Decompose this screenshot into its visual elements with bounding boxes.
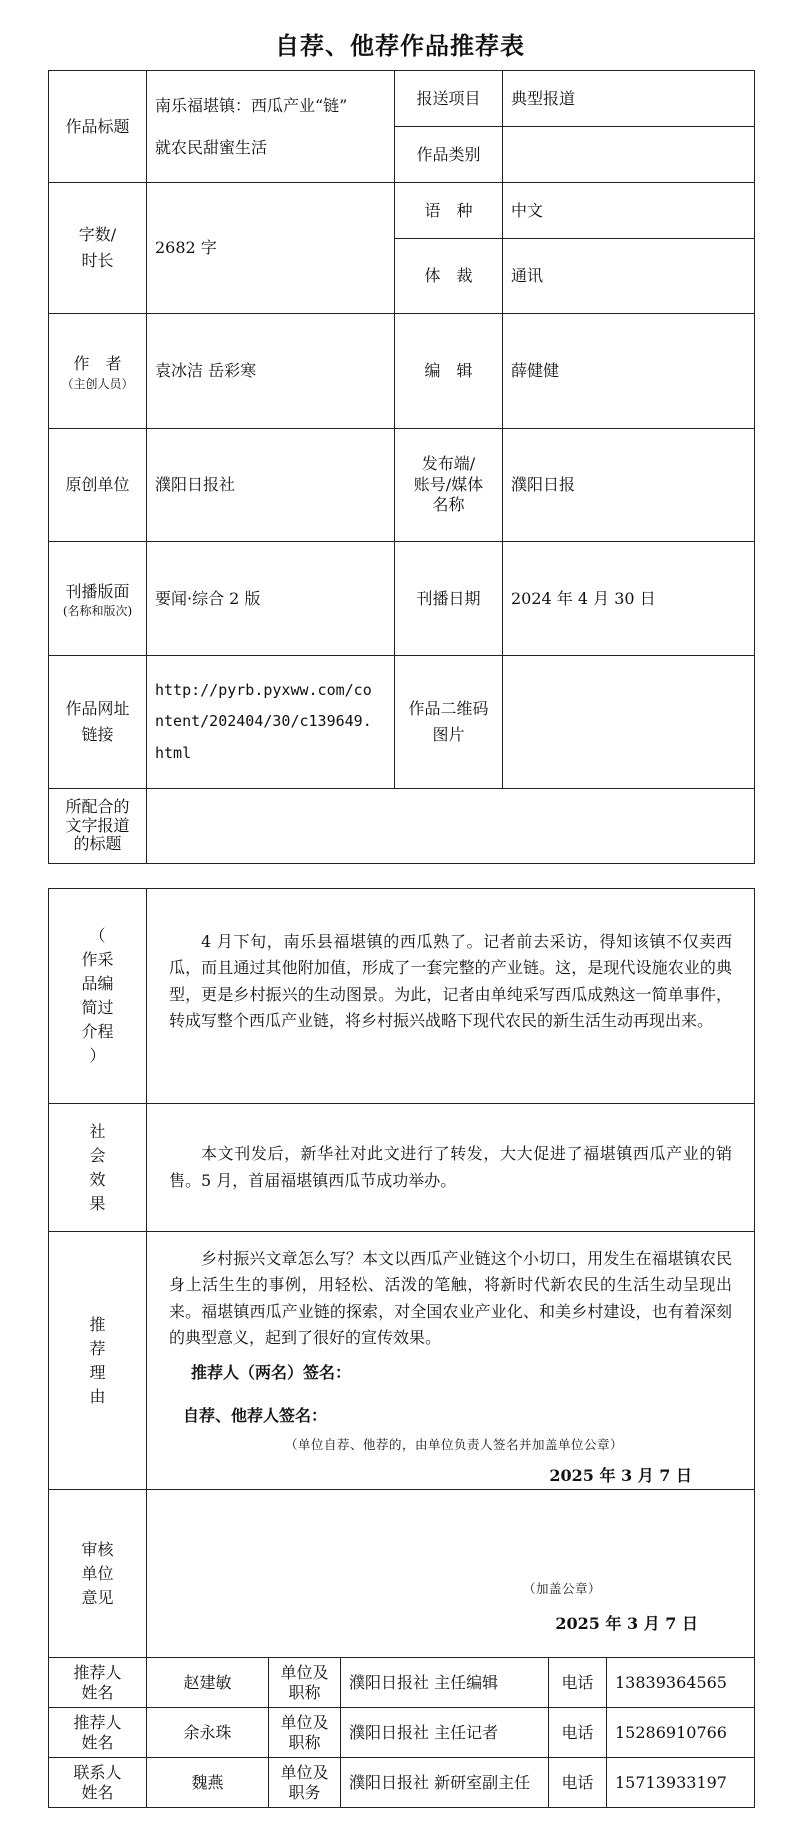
contact-role: 推荐人 姓名 bbox=[49, 1708, 147, 1758]
review-label: 审核 单位 意见 bbox=[49, 1490, 147, 1658]
contact-role: 推荐人 姓名 bbox=[49, 1658, 147, 1708]
url-value[interactable]: http://pyrb.pyxww.com/co ntent/202404/30/c139649. html bbox=[147, 656, 395, 789]
project-value: 典型报道 bbox=[503, 71, 755, 127]
info-table bbox=[48, 70, 755, 864]
qr-label: 作品二维码 图片 bbox=[395, 656, 503, 789]
wordcount-value: 2682 字 bbox=[147, 183, 395, 314]
layout-label: 刊播版面 (名称和版次) bbox=[49, 542, 147, 656]
contact-name: 余永珠 bbox=[147, 1708, 269, 1758]
contact-position: 濮阳日报社 新研室副主任 bbox=[341, 1758, 549, 1808]
process-cell bbox=[147, 889, 755, 1104]
qr-image-cell bbox=[503, 656, 755, 789]
related-title-value bbox=[147, 789, 755, 864]
contact-phone-label: 电话 bbox=[549, 1658, 607, 1708]
work-title-label: 作品标题 bbox=[49, 71, 147, 183]
effect-cell bbox=[147, 1104, 755, 1232]
language-value: 中文 bbox=[503, 183, 755, 239]
self-recommender-signature: 自荐、他荐人签名： bbox=[183, 1406, 328, 1426]
reason-label: 推 荐 理 由 bbox=[49, 1232, 147, 1490]
effect-label: 社 会 效 果 bbox=[49, 1104, 147, 1232]
category-label: 作品类别 bbox=[395, 127, 503, 183]
seal-note: （加盖公章） bbox=[523, 1581, 602, 1597]
contact-row bbox=[49, 1708, 755, 1758]
contact-phone: 13839364565 bbox=[607, 1658, 755, 1708]
contact-phone-label: 电话 bbox=[549, 1708, 607, 1758]
process-text: 4 月下旬，南乐县福堪镇的西瓜熟了。记者前去采访，得知该镇不仅卖西瓜，而且通过其他附加值，形成了一套完整的产业链。这，是现代设施农业的典型，更是乡村振兴的生动图景。为此，记者由单纯采写西瓜成熟这一简单事件，转成写整个西瓜产业链，将乡村振兴战略下现代农民的新生活生动再现出来。 bbox=[169, 932, 733, 1031]
author-sublabel: （主创人员） bbox=[61, 376, 134, 391]
form-title: 自荐、他荐作品推荐表 bbox=[275, 31, 525, 60]
editor-value: 薛健健 bbox=[503, 314, 755, 429]
reason-text: 乡村振兴文章怎么写？本文以西瓜产业链这个小切口，用发生在福堪镇农民身上活生生的事例，用轻松、活泼的笔触，将新时代新农民的生活生动呈现出来。福堪镇西瓜产业链的探索，对全国农业产业化、和美乡村建设，也有着深刻的典型意义，起到了很好的宣传效果。 bbox=[169, 1249, 733, 1348]
contact-row bbox=[49, 1658, 755, 1708]
wordcount-label: 字数/ 时长 bbox=[49, 183, 147, 314]
contact-position-label: 单位及 职称 bbox=[269, 1658, 341, 1708]
genre-label: 体 裁 bbox=[395, 239, 503, 314]
contact-position-label: 单位及 职称 bbox=[269, 1708, 341, 1758]
contact-position-label: 单位及 职务 bbox=[269, 1758, 341, 1808]
work-title-value: 南乐福堪镇：西瓜产业“链” 就农民甜蜜生活 bbox=[147, 71, 395, 183]
contact-phone: 15286910766 bbox=[607, 1708, 755, 1758]
contact-name: 赵建敏 bbox=[147, 1658, 269, 1708]
date-label: 刊播日期 bbox=[395, 542, 503, 656]
publisher-label: 发布端/ 账号/媒体 名称 bbox=[395, 429, 503, 542]
language-label: 语 种 bbox=[395, 183, 503, 239]
project-label: 报送项目 bbox=[395, 71, 503, 127]
contact-name: 魏燕 bbox=[147, 1758, 269, 1808]
reason-date: 2025 年 3 月 7 日 bbox=[549, 1465, 693, 1485]
contact-position: 濮阳日报社 主任记者 bbox=[341, 1708, 549, 1758]
contact-phone: 15713933197 bbox=[607, 1758, 755, 1808]
effect-text: 本文刊发后，新华社对此文进行了转发，大大促进了福堪镇西瓜产业的销售。5 月，首届福堪镇西瓜节成功举办。 bbox=[169, 1144, 733, 1190]
signature-note: （单位自荐、他荐的，由单位负责人签名并加盖单位公章） bbox=[285, 1436, 624, 1452]
layout-sublabel: (名称和版次) bbox=[62, 604, 133, 619]
genre-value: 通讯 bbox=[503, 239, 755, 314]
review-cell bbox=[147, 1490, 755, 1658]
author-value: 袁冰洁 岳彩寒 bbox=[147, 314, 395, 429]
date-value: 2024 年 4 月 30 日 bbox=[503, 542, 755, 656]
review-date: 2025 年 3 月 7 日 bbox=[555, 1614, 699, 1634]
unit-value: 濮阳日报社 bbox=[147, 429, 395, 542]
reason-cell bbox=[147, 1232, 755, 1490]
layout-value: 要闻·综合 2 版 bbox=[147, 542, 395, 656]
editor-label: 编 辑 bbox=[395, 314, 503, 429]
contact-position: 濮阳日报社 主任编辑 bbox=[341, 1658, 549, 1708]
author-label: 作 者 （主创人员） bbox=[49, 314, 147, 429]
recommender-signature: 推荐人（两名）签名： bbox=[191, 1362, 352, 1382]
related-title-label: 所配合的 文字报道 的标题 bbox=[49, 789, 147, 864]
process-label: （ 作采 品编 简过 介程 ） bbox=[49, 889, 147, 1104]
contact-row bbox=[49, 1758, 755, 1808]
contact-role: 联系人 姓名 bbox=[49, 1758, 147, 1808]
publisher-value: 濮阳日报 bbox=[503, 429, 755, 542]
category-value bbox=[503, 127, 755, 183]
unit-label: 原创单位 bbox=[49, 429, 147, 542]
detail-table bbox=[48, 888, 755, 1808]
url-label: 作品网址 链接 bbox=[49, 656, 147, 789]
contact-phone-label: 电话 bbox=[549, 1758, 607, 1808]
